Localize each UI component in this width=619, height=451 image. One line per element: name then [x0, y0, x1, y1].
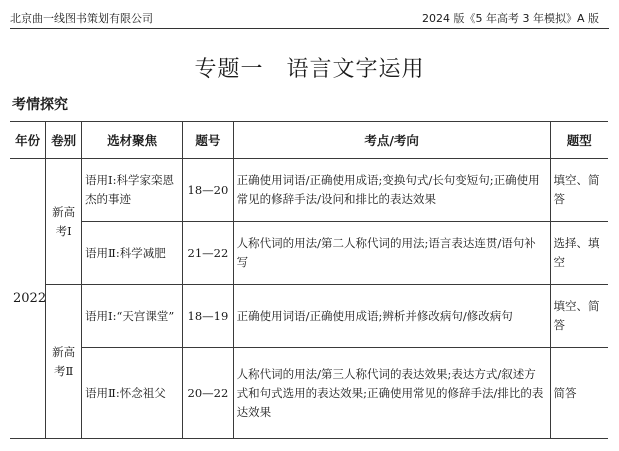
- paper-cell: 新高考Ⅰ: [46, 159, 82, 285]
- col-header-paper: 卷别: [46, 122, 82, 159]
- publisher-name: 北京曲一线图书策划有限公司: [10, 12, 153, 25]
- col-header-material: 选材聚焦: [82, 122, 183, 159]
- table-row: [10, 348, 608, 439]
- number-cell: 20—22: [183, 348, 234, 439]
- section-heading: 考情探究: [12, 97, 68, 113]
- type-cell: 选择、填空: [550, 222, 608, 285]
- material-cell: 语用Ⅰ:科学家栾恩杰的事迹: [82, 159, 183, 222]
- points-cell: 人称代词的用法/第二人称代词的用法;语言表达连贯/语句补写: [233, 222, 550, 285]
- number-cell: 21—22: [183, 222, 234, 285]
- table-row: [10, 222, 608, 285]
- material-cell: 语用Ⅰ:“天宫课堂”: [82, 285, 183, 348]
- page-title: 专题一 语言文字运用: [194, 57, 425, 82]
- header-divider: [10, 28, 609, 29]
- number-cell: 18—19: [183, 285, 234, 348]
- type-cell: 简答: [550, 348, 608, 439]
- points-cell: 正确使用词语/正确使用成语;变换句式/长句变短句;正确使用常见的修辞手法/设问和排比的表达效果: [233, 159, 550, 222]
- col-header-points: 考点/考向: [233, 122, 550, 159]
- page-header: [0, 0, 619, 30]
- paper-cell: 新高考Ⅱ: [46, 285, 82, 439]
- exam-analysis-table: [10, 121, 608, 439]
- type-cell: 填空、简答: [550, 285, 608, 348]
- col-header-year: 年份: [10, 122, 46, 159]
- year-cell: 2022: [10, 159, 46, 439]
- points-cell: 正确使用词语/正确使用成语;辨析并修改病句/修改病句: [233, 285, 550, 348]
- col-header-type: 题型: [550, 122, 608, 159]
- material-cell: 语用Ⅱ:科学减肥: [82, 222, 183, 285]
- type-cell: 填空、简答: [550, 159, 608, 222]
- col-header-number: 题号: [183, 122, 234, 159]
- book-edition: 2024 版《5 年高考 3 年模拟》A 版: [422, 12, 599, 25]
- table-row: [10, 159, 608, 222]
- points-cell: 人称代词的用法/第三人称代词的表达效果;表达方式/叙述方式和句式选用的表达效果;正确使用常见的修辞手法/排比的表达效果: [233, 348, 550, 439]
- table-row: [10, 285, 608, 348]
- number-cell: 18—20: [183, 159, 234, 222]
- material-cell: 语用Ⅱ:怀念祖父: [82, 348, 183, 439]
- table-header-row: [10, 122, 608, 159]
